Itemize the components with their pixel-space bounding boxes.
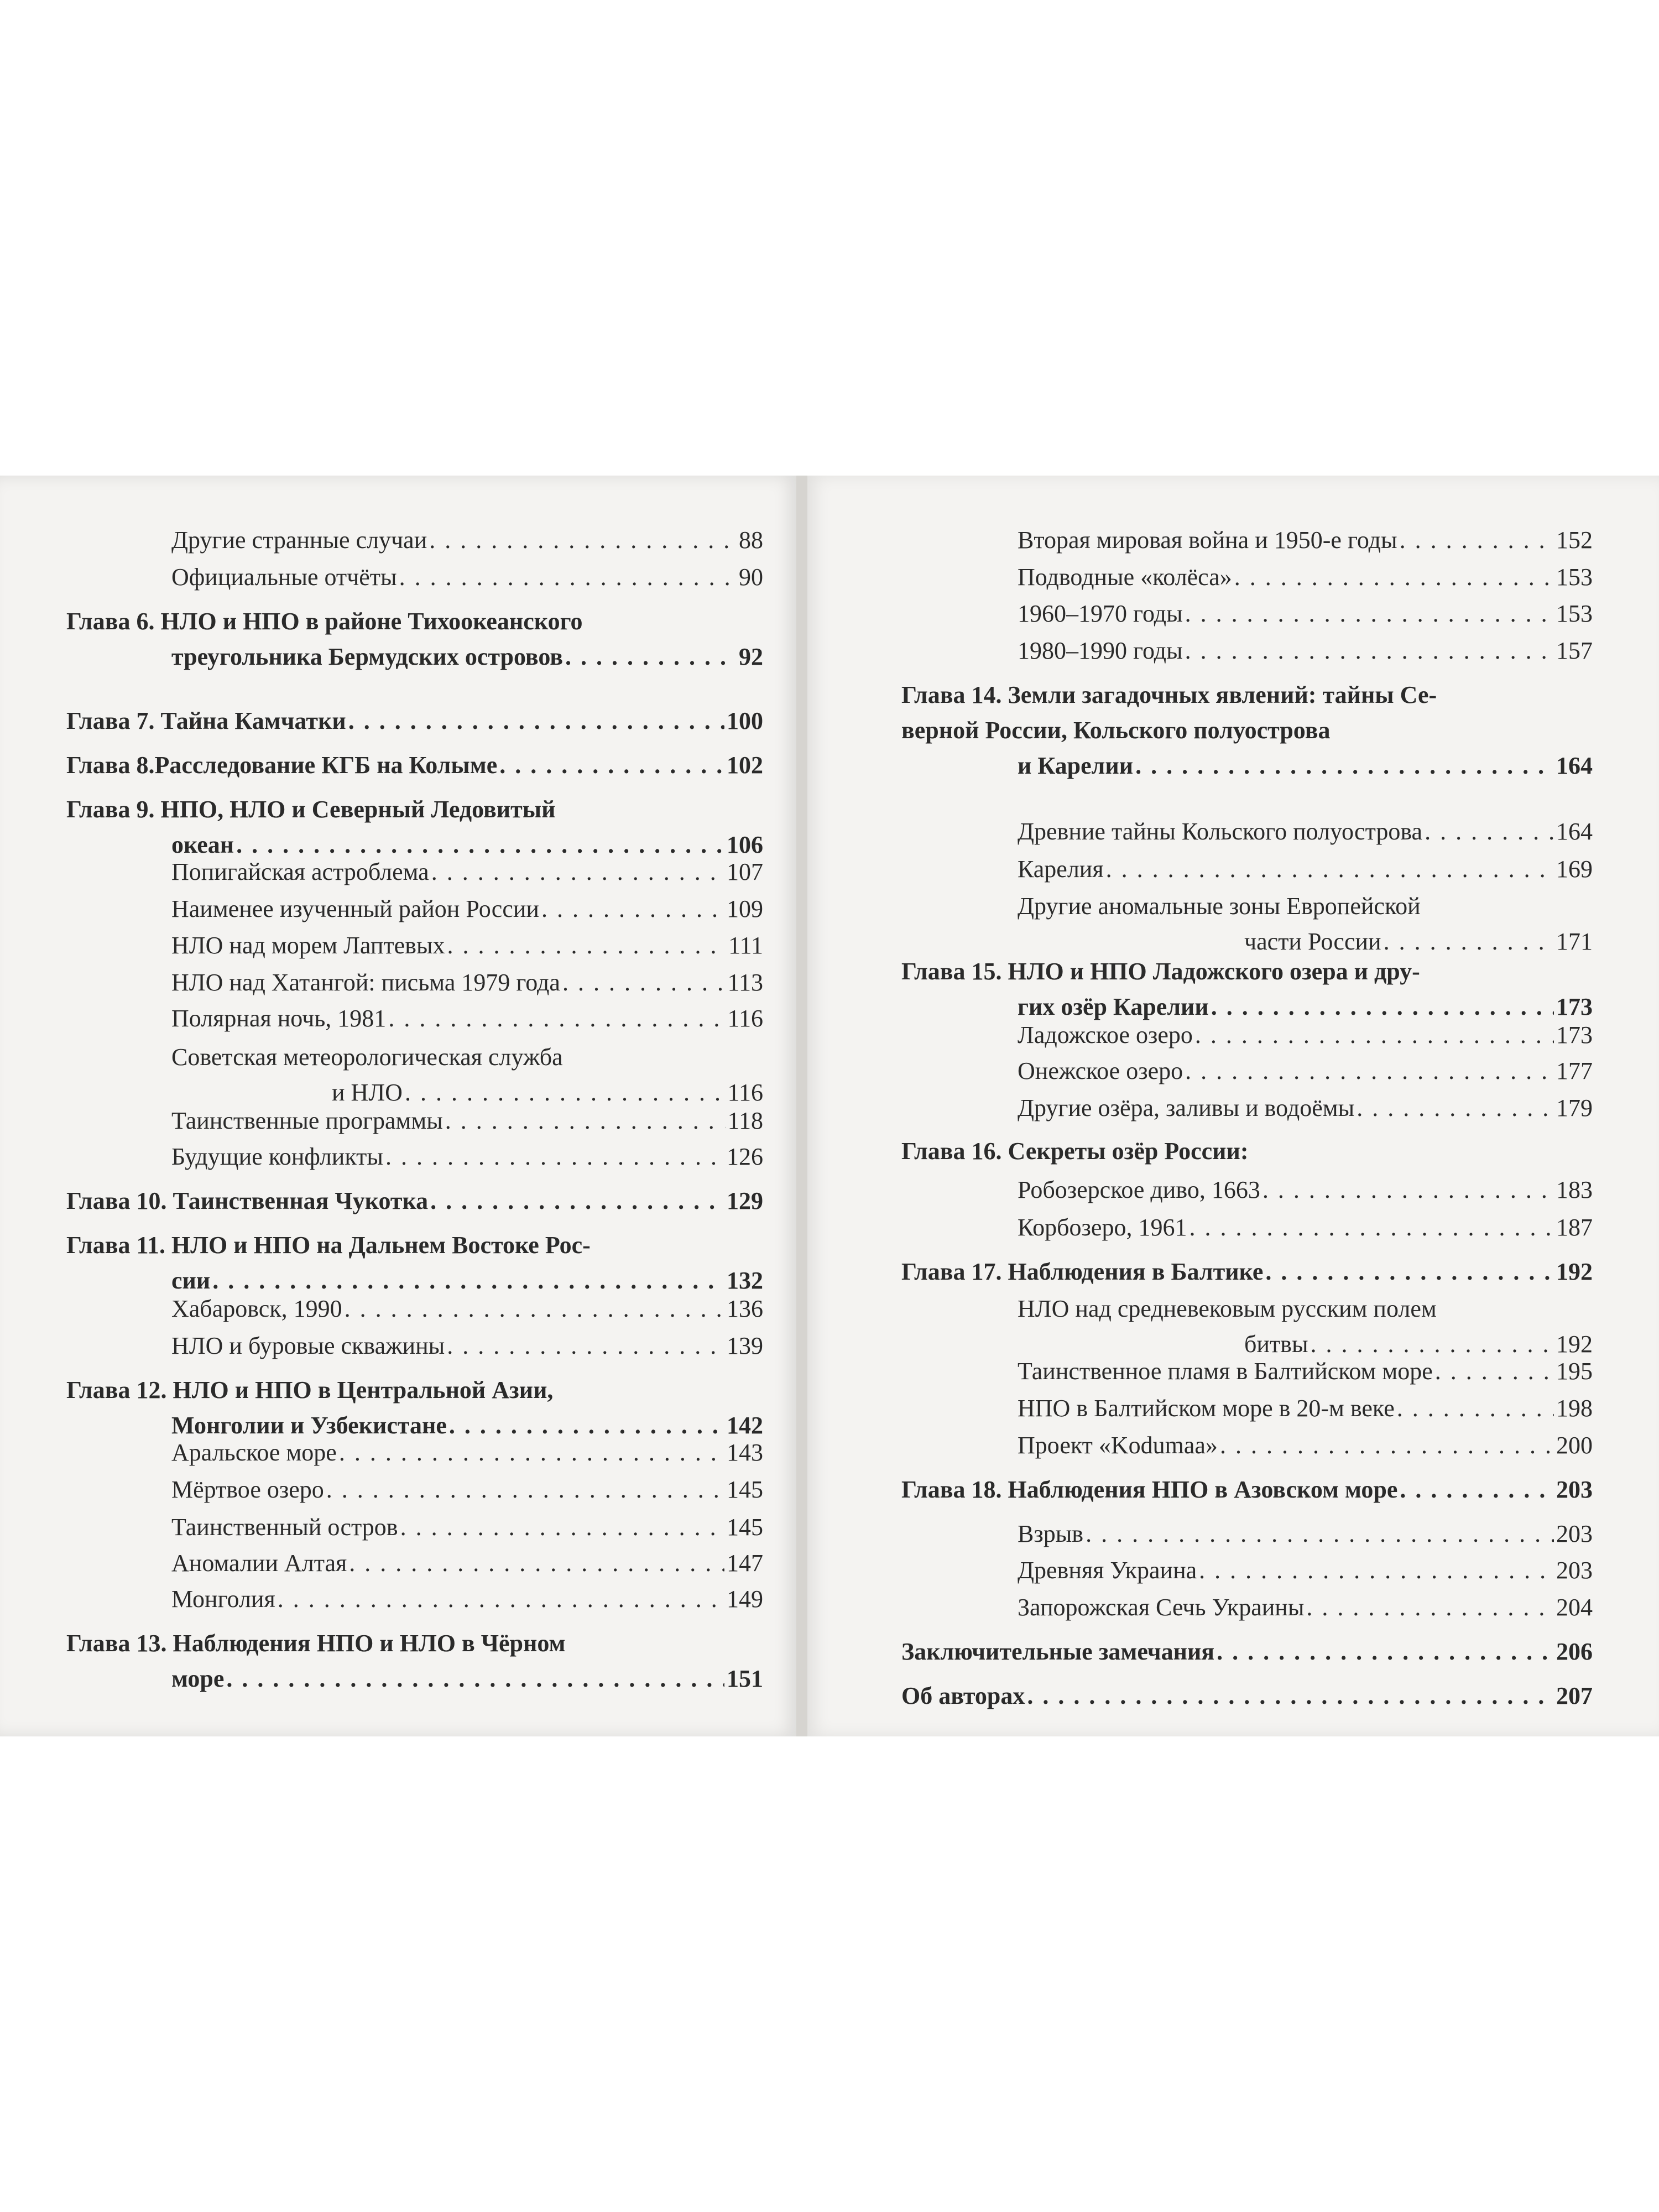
toc-entry-row	[171, 1472, 763, 1507]
toc-entry-title-line: НЛО над средневековым русским полем	[1018, 1295, 1437, 1322]
toc-entry-row	[901, 748, 1593, 784]
toc-entry-title: Другие озёра, заливы и водоёмы	[1018, 1094, 1355, 1121]
toc-entry	[1018, 889, 1593, 959]
toc-page-number: 145	[727, 1514, 763, 1541]
toc-page-number: 139	[727, 1332, 763, 1359]
toc-entry	[171, 1328, 763, 1364]
toc-page-number: 164	[1556, 818, 1593, 845]
toc-entry-row	[1018, 1018, 1593, 1053]
toc-entry-title: Древние тайны Кольского полуострова	[1018, 818, 1423, 845]
toc-entry-row	[901, 1472, 1593, 1507]
toc-leader-dots	[1195, 1018, 1554, 1053]
toc-entry-title: Ладожское озеро	[1018, 1021, 1193, 1048]
toc-entry	[1018, 1553, 1593, 1588]
toc-entry-title: Официальные отчёты	[171, 564, 397, 591]
toc-entry	[66, 792, 763, 863]
toc-leader-dots	[1086, 1516, 1554, 1552]
toc-page-number: 203	[1556, 1557, 1593, 1584]
toc-leader-dots	[348, 703, 724, 739]
toc-leader-dots	[339, 1435, 724, 1470]
toc-entry	[66, 703, 763, 739]
toc-page-number: 147	[727, 1550, 763, 1577]
toc-entry	[171, 1103, 763, 1139]
toc-entry-title-line: Глава 15. НЛО и НПО Ладожского озера и дру-	[901, 958, 1420, 985]
toc-page-number: 198	[1556, 1395, 1593, 1422]
toc-page-number: 143	[727, 1439, 763, 1466]
toc-page-number: 177	[1556, 1057, 1593, 1084]
toc-entry-title: Монголии и Узбекистане	[171, 1412, 447, 1439]
toc-entry-title: Таинственное пламя в Балтийском море	[1018, 1358, 1433, 1385]
toc-entry-title: Робозерское диво, 1663	[1018, 1176, 1260, 1203]
toc-page-number: 207	[1556, 1682, 1593, 1709]
toc-entry	[901, 954, 1593, 1025]
toc-page-number: 200	[1556, 1432, 1593, 1459]
toc-leader-dots	[345, 1291, 724, 1327]
toc-leader-dots	[1265, 1254, 1554, 1290]
toc-entry-title: Карелия	[1018, 855, 1104, 883]
toc-page-number: 113	[727, 969, 763, 996]
toc-leader-dots	[1217, 1634, 1554, 1670]
toc-leader-dots	[1400, 523, 1554, 558]
toc-entry-title: НЛО над Хатангой: письма 1979 года	[171, 969, 560, 996]
toc-entry	[171, 1546, 763, 1581]
toc-leader-dots	[1220, 1428, 1554, 1463]
toc-entry-title: Об авторах	[901, 1682, 1025, 1709]
toc-entry-row	[1018, 560, 1593, 595]
toc-entry	[1018, 1291, 1593, 1362]
toc-entry	[171, 965, 763, 1000]
toc-entry-title: Корбозеро, 1961	[1018, 1214, 1187, 1241]
toc-entry	[171, 1001, 763, 1036]
toc-entry-row	[171, 523, 763, 558]
toc-entry	[1018, 1590, 1593, 1625]
toc-entry-title-line: верной России, Кольского полуострова	[901, 717, 1331, 744]
toc-entry	[171, 1582, 763, 1617]
toc-entry-title: Подводные «колёса»	[1018, 564, 1232, 591]
toc-page-number: 153	[1556, 600, 1593, 627]
toc-page-number: 179	[1556, 1094, 1593, 1121]
toc-entry-title: Глава 8.Расследование КГБ на Колыме	[66, 752, 498, 779]
toc-leader-dots	[499, 748, 724, 783]
toc-entry	[171, 1510, 763, 1545]
toc-entry-row	[1018, 1590, 1593, 1625]
toc-entry	[171, 523, 763, 558]
toc-entry-row	[171, 928, 763, 963]
toc-entry	[1018, 1210, 1593, 1245]
toc-entry-title-line: Глава 9. НПО, НЛО и Северный Ледовитый	[66, 796, 556, 823]
toc-entry-row	[171, 1435, 763, 1470]
toc-page-number: 192	[1556, 1258, 1593, 1285]
toc-entry-row	[171, 1139, 763, 1175]
toc-page-number: 118	[727, 1107, 763, 1134]
toc-leader-dots	[1199, 1553, 1554, 1588]
toc-page-number: 203	[1556, 1520, 1593, 1547]
toc-entry-title: Полярная ночь, 1981	[171, 1005, 387, 1032]
toc-leader-dots	[1357, 1091, 1554, 1126]
toc-page-number: 164	[1556, 752, 1593, 779]
toc-leader-dots	[1306, 1590, 1554, 1625]
toc-entry-row	[66, 703, 763, 739]
toc-entry	[1018, 1018, 1593, 1053]
toc-entry	[171, 1139, 763, 1175]
toc-entry	[1018, 523, 1593, 558]
toc-entry-title: 1980–1990 годы	[1018, 637, 1183, 664]
toc-page-number: 106	[727, 831, 763, 858]
toc-entry	[66, 1183, 763, 1219]
toc-leader-dots	[430, 1183, 724, 1219]
toc-entry-row	[1018, 523, 1593, 558]
toc-entry-row	[1018, 596, 1593, 632]
toc-entry-title: океан	[171, 831, 234, 858]
toc-entry-row	[171, 1001, 763, 1036]
toc-entry-row	[66, 1661, 763, 1697]
toc-leader-dots	[1425, 814, 1554, 849]
toc-entry-row	[171, 1103, 763, 1139]
toc-leader-dots	[349, 1546, 724, 1581]
toc-leader-dots	[1234, 560, 1554, 595]
toc-leader-dots	[1400, 1472, 1554, 1507]
toc-entry	[1018, 852, 1593, 887]
toc-entry-title: Глава 10. Таинственная Чукотка	[66, 1187, 429, 1214]
toc-entry-row	[1018, 1428, 1593, 1463]
toc-entry-title: Древняя Украина	[1018, 1557, 1197, 1584]
toc-entry-row	[901, 1678, 1593, 1714]
toc-entry-row	[66, 748, 763, 783]
toc-entry-row	[1018, 1391, 1593, 1426]
toc-entry-title: Глава 17. Наблюдения в Балтике	[901, 1258, 1264, 1285]
toc-leader-dots	[1135, 748, 1554, 784]
toc-entry-title: Будущие конфликты	[171, 1143, 383, 1170]
toc-entry	[171, 1472, 763, 1507]
toc-entry	[66, 1228, 763, 1298]
toc-entry-row	[66, 1183, 763, 1219]
toc-page-number: 206	[1556, 1638, 1593, 1665]
toc-leader-dots	[447, 928, 727, 963]
toc-leader-dots	[1435, 1354, 1554, 1389]
toc-leader-dots	[1397, 1391, 1554, 1426]
toc-page-number: 88	[739, 526, 763, 554]
toc-page-number: 151	[727, 1665, 763, 1692]
toc-entry	[901, 677, 1593, 784]
toc-entry-row	[1018, 1553, 1593, 1588]
toc-entry	[1018, 633, 1593, 669]
toc-entry	[66, 748, 763, 783]
toc-entry	[171, 560, 763, 595]
toc-entry-title: Попигайская астроблема	[171, 858, 429, 885]
toc-page-number: 107	[727, 858, 763, 885]
toc-leader-dots	[385, 1139, 724, 1175]
toc-entry	[901, 1472, 1593, 1507]
toc-entry	[1018, 1053, 1593, 1089]
toc-entry-row	[901, 1634, 1593, 1670]
toc-entry	[1018, 814, 1593, 849]
toc-entry-title: Таинственный остров	[171, 1514, 398, 1541]
toc-entry-title: Таинственные программы	[171, 1107, 443, 1134]
toc-leader-dots	[1189, 1210, 1554, 1245]
toc-entry-title: Монголия	[171, 1585, 275, 1613]
toc-entry-title: Глава 18. Наблюдения НПО в Азовском море	[901, 1476, 1398, 1503]
toc-entry-title: части России	[1244, 928, 1381, 955]
toc-entry-title: гих озёр Карелии	[1018, 993, 1209, 1020]
toc-entry-title: НЛО и буровые скважины	[171, 1332, 445, 1359]
toc-page-number: 90	[739, 564, 763, 591]
toc-entry	[1018, 1172, 1593, 1208]
toc-entry-row	[171, 1328, 763, 1364]
toc-entry-row	[1018, 1210, 1593, 1245]
toc-leader-dots	[1185, 1053, 1554, 1089]
toc-entry-title-line: Глава 6. НЛО и НПО в районе Тихоокеанского	[66, 608, 583, 635]
toc-page-number: 126	[727, 1143, 763, 1170]
toc-entry	[1018, 1428, 1593, 1463]
toc-entry-title: и НЛО	[332, 1079, 403, 1106]
toc-entry-title: море	[171, 1665, 225, 1692]
toc-entry-title: битвы	[1244, 1331, 1308, 1358]
toc-entry-row	[1018, 1053, 1593, 1089]
toc-entry-row	[171, 891, 763, 927]
toc-entry-title: Заключительные замечания	[901, 1638, 1215, 1665]
toc-entry-title-line: Глава 13. Наблюдения НПО и НЛО в Чёрном	[66, 1630, 566, 1657]
toc-page-number: 204	[1556, 1594, 1593, 1621]
toc-entry-title: Запорожская Сечь Украины	[1018, 1594, 1305, 1621]
toc-leader-dots	[429, 523, 737, 558]
toc-entry	[901, 1254, 1593, 1290]
toc-leader-dots	[562, 965, 726, 1000]
toc-entry-row	[1018, 1354, 1593, 1389]
toc-entry	[171, 1435, 763, 1470]
toc-entry	[1018, 1091, 1593, 1126]
toc-page-number: 157	[1556, 637, 1593, 664]
toc-entry-title-line: Советская метеорологическая служба	[171, 1044, 563, 1071]
toc-page-number: 100	[727, 707, 763, 734]
toc-entry-title: сии	[171, 1267, 211, 1294]
toc-entry-title: Хабаровск, 1990	[171, 1295, 342, 1322]
toc-entry-row	[1018, 1091, 1593, 1126]
toc-entry-title: Глава 16. Секреты озёр России:	[901, 1138, 1249, 1165]
toc-entry	[1018, 1354, 1593, 1389]
toc-leader-dots	[447, 1328, 724, 1364]
toc-leader-dots	[399, 560, 737, 595]
toc-leader-dots	[1185, 633, 1554, 669]
book-gutter	[796, 476, 807, 1736]
toc-entry-title-line: Другие аномальные зоны Европейской	[1018, 893, 1421, 920]
toc-entry	[66, 1373, 763, 1443]
toc-page-number: 129	[727, 1187, 763, 1214]
toc-leader-dots	[1027, 1678, 1554, 1714]
toc-entry-title: Вторая мировая война и 1950-е годы	[1018, 526, 1397, 554]
toc-entry-row	[901, 1254, 1593, 1290]
toc-leader-dots	[1262, 1172, 1554, 1208]
toc-entry-row	[171, 854, 763, 890]
toc-entry	[171, 891, 763, 927]
toc-entry-row	[171, 560, 763, 595]
toc-entry-row	[171, 1582, 763, 1617]
toc-entry-title: 1960–1970 годы	[1018, 600, 1183, 627]
toc-leader-dots	[445, 1103, 726, 1139]
toc-entry-title: Онежское озеро	[1018, 1057, 1183, 1084]
toc-page-number: 111	[728, 932, 763, 959]
toc-page-number: 102	[727, 752, 763, 779]
toc-page-number: 183	[1556, 1176, 1593, 1203]
toc-entry-title: и Карелии	[1018, 752, 1134, 779]
toc-entry	[1018, 1516, 1593, 1552]
toc-entry-row	[171, 1291, 763, 1327]
toc-leader-dots	[1185, 596, 1554, 632]
toc-entry	[66, 604, 763, 675]
toc-entry-title: Другие странные случаи	[171, 526, 427, 554]
toc-entry-row	[171, 1546, 763, 1581]
toc-entry-title: треугольника Бермудских островов	[171, 643, 563, 670]
toc-entry-title: Проект «Kodumaa»	[1018, 1432, 1218, 1459]
toc-entry-title-line: Глава 11. НЛО и НПО на Дальнем Востоке Рос-	[66, 1232, 591, 1259]
toc-page-number: 92	[739, 643, 763, 670]
toc-leader-dots	[400, 1510, 724, 1545]
toc-page-number: 187	[1556, 1214, 1593, 1241]
toc-entry-title: НЛО над морем Лаптевых	[171, 932, 445, 959]
toc-leader-dots	[565, 639, 737, 675]
toc-leader-dots	[431, 854, 724, 890]
toc-page-number: 132	[727, 1267, 763, 1294]
toc-entry	[171, 1291, 763, 1327]
toc-entry-title: Взрыв	[1018, 1520, 1084, 1547]
toc-page-number: 142	[727, 1412, 763, 1439]
toc-leader-dots	[278, 1582, 724, 1617]
toc-entry-row	[171, 965, 763, 1000]
toc-page-number: 149	[727, 1585, 763, 1613]
toc-entry	[66, 1626, 763, 1697]
toc-page-number: 203	[1556, 1476, 1593, 1503]
toc-entry-row	[1018, 633, 1593, 669]
toc-entry-row	[1018, 852, 1593, 887]
toc-page-number: 153	[1556, 564, 1593, 591]
toc-entry	[901, 1134, 1593, 1169]
toc-leader-dots	[226, 1661, 724, 1697]
toc-entry-row	[171, 1510, 763, 1545]
toc-leader-dots	[541, 891, 724, 927]
toc-page-number: 109	[727, 895, 763, 922]
toc-entry-title: Наименее изученный район России	[171, 895, 539, 922]
toc-entry-title: Аральское море	[171, 1439, 337, 1466]
toc-entry-row	[1018, 1172, 1593, 1208]
toc-entry-title-line: Глава 14. Земли загадочных явлений: тайны Се-	[901, 681, 1437, 708]
toc-page-number: 173	[1556, 993, 1593, 1020]
toc-entry	[1018, 1391, 1593, 1426]
toc-entry	[901, 1634, 1593, 1670]
toc-leader-dots	[326, 1472, 724, 1507]
toc-page-number: 152	[1556, 526, 1593, 554]
toc-page-number: 171	[1556, 928, 1593, 955]
toc-entry-title: Мёртвое озеро	[171, 1476, 324, 1503]
toc-entry-title: НПО в Балтийском море в 20-м веке	[1018, 1395, 1395, 1422]
toc-page-number: 169	[1556, 855, 1593, 883]
toc-leader-dots	[388, 1001, 725, 1036]
toc-page-number: 173	[1556, 1021, 1593, 1048]
toc-entry-row	[901, 1134, 1593, 1169]
toc-page-number: 192	[1556, 1331, 1593, 1358]
toc-entry	[171, 854, 763, 890]
toc-entry-title: Аномалии Алтая	[171, 1550, 347, 1577]
toc-entry-row	[1018, 814, 1593, 849]
toc-entry	[1018, 596, 1593, 632]
toc-entry	[171, 1040, 763, 1110]
toc-leader-dots	[1106, 852, 1554, 887]
toc-entry	[1018, 560, 1593, 595]
toc-entry-title: Глава 7. Тайна Камчатки	[66, 707, 346, 734]
toc-page-number: 136	[727, 1295, 763, 1322]
toc-entry-row	[1018, 1516, 1593, 1552]
toc-entry	[901, 1678, 1593, 1714]
toc-entry-row	[66, 639, 763, 675]
toc-page-number: 116	[727, 1005, 763, 1032]
toc-entry	[171, 928, 763, 963]
toc-page-number: 195	[1556, 1358, 1593, 1385]
toc-page-number: 145	[727, 1476, 763, 1503]
toc-page-number: 116	[727, 1079, 763, 1106]
toc-entry-title-line: Глава 12. НЛО и НПО в Центральной Азии,	[66, 1376, 554, 1404]
